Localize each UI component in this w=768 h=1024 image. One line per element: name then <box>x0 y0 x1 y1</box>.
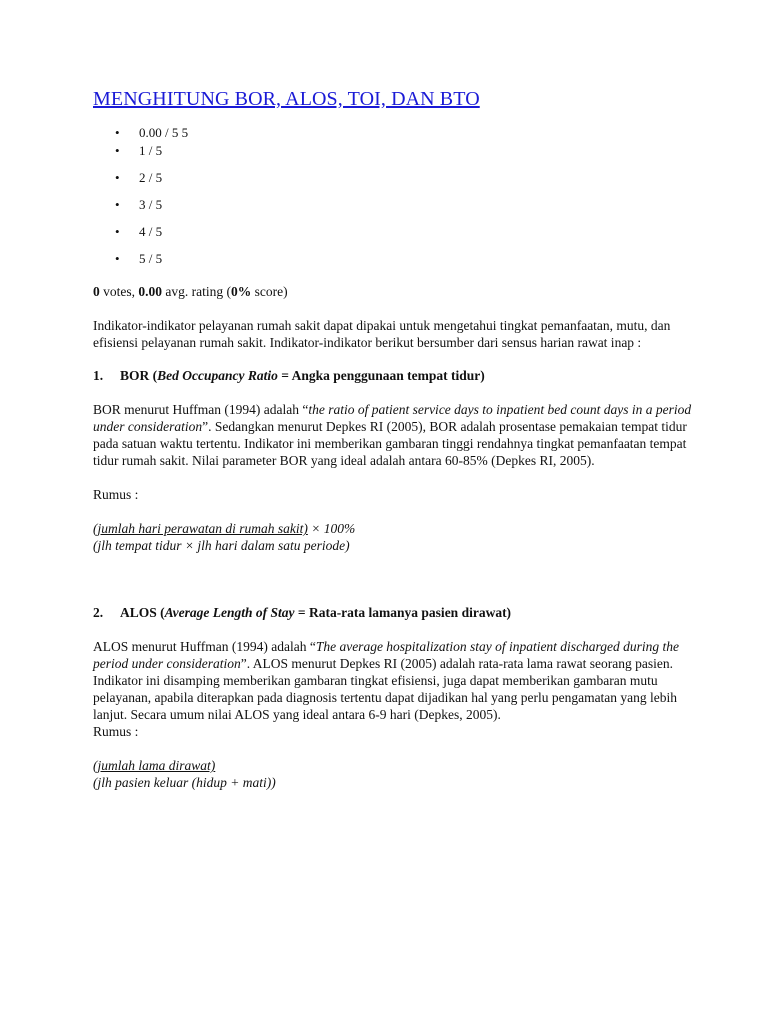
bor-definition-quote: the ratio of patient service days to inpatient bed count days in a period under consideration <box>93 402 692 434</box>
bor-definition-suffix: ”. Sedangkan menurut Depkes RI (2005), BOR adalah prosentase pemakaian tempat tidur pada satuan waktu tertentu. Indikator ini memberikan gambaran tinggi rendahnya tingkat pemanfaatan tempat tidur rumah sakit. Nilai parameter BOR yang ideal adalah antara 60-85% (Depkes RI, 2005). <box>93 419 687 468</box>
rating-option[interactable] <box>115 125 693 141</box>
page-title[interactable]: MENGHITUNG BOR, ALOS, TOI, DAN BTO <box>93 88 480 110</box>
bor-formula-numerator: (jumlah hari perawatan di rumah sakit) <box>93 521 308 536</box>
alos-heading-suffix: = Rata-rata lamanya pasien dirawat) <box>294 605 512 620</box>
votes-count: 0 <box>93 284 100 299</box>
rating-option-label: 3 / 5 <box>139 197 163 212</box>
alos-heading-term: Average Length of Stay <box>164 605 295 620</box>
bor-definition-prefix: BOR menurut Huffman (1994) adalah “ <box>93 402 309 417</box>
alos-rumus-label: Rumus : <box>93 724 139 739</box>
bor-heading-number: 1. <box>93 368 104 383</box>
bor-definition <box>93 401 693 469</box>
bor-formula <box>93 520 693 554</box>
votes-summary <box>93 284 693 300</box>
alos-definition-quote: The average hospitalization stay of inpatient discharged during the period under consideration <box>93 639 680 671</box>
alos-formula-denominator: (jlh pasien keluar (hidup + mati)) <box>93 775 276 790</box>
rating-option[interactable] <box>115 251 693 267</box>
alos-formula <box>93 757 693 791</box>
intro-paragraph: Indikator-indikator pelayanan rumah sakit dapat dipakai untuk mengetahui tingkat pemanfaatan, mutu, dan efisiensi pelayanan rumah sakit. Indikator-indikator berikut bersumber dari sensus harian rawat inap : <box>93 318 671 350</box>
bor-heading <box>93 368 693 384</box>
alos-formula-numerator: (jumlah lama dirawat) <box>93 758 216 773</box>
bor-formula-denominator: (jlh tempat tidur × jlh hari dalam satu periode) <box>93 538 350 553</box>
bor-heading-suffix: = Angka penggunaan tempat tidur) <box>277 368 485 383</box>
bullet-icon: • <box>115 125 120 140</box>
bullet-icon: • <box>115 170 120 185</box>
rating-option-label: 5 / 5 <box>139 251 163 266</box>
bor-heading-term: Bed Occupancy Ratio <box>157 368 278 383</box>
bullet-icon: • <box>115 224 120 239</box>
rating-option-label: 2 / 5 <box>139 170 163 185</box>
bor-rumus-label: Rumus : <box>93 487 139 502</box>
alos-heading-prefix: ALOS ( <box>120 605 165 620</box>
rating-option-label: 1 / 5 <box>139 143 163 158</box>
avg-rating-label: avg. rating ( <box>162 284 231 299</box>
bullet-icon: • <box>115 143 120 158</box>
rating-option-label: 4 / 5 <box>139 224 163 239</box>
alos-definition-suffix: ”. ALOS menurut Depkes RI (2005) adalah rata-rata lama rawat seorang pasien. Indikator ini disamping memberikan gambaran tingkat efisiensi, juga dapat memberikan gambaran mutu pelayanan, apabila diterapkan pada diagnosis tertentu dapat dijadikan hal yang perlu pengamatan yang lebih lanjut. Secara umum nilai ALOS yang ideal antara 6-9 hari (Depkes, 2005). <box>93 656 678 722</box>
bullet-icon: • <box>115 197 120 212</box>
rating-option[interactable] <box>115 224 693 240</box>
rating-option[interactable] <box>115 143 693 159</box>
bor-heading-prefix: BOR ( <box>120 368 158 383</box>
document-page <box>93 88 693 791</box>
alos-heading-number: 2. <box>93 605 104 620</box>
alos-definition <box>93 638 693 723</box>
alos-definition-prefix: ALOS menurut Huffman (1994) adalah “ <box>93 639 316 654</box>
bor-formula-multiplier: × 100% <box>307 521 356 536</box>
score-label: score) <box>251 284 288 299</box>
rating-option[interactable] <box>115 197 693 213</box>
rating-option-label: 0.00 / 5 5 <box>139 125 189 140</box>
avg-rating: 0.00 <box>138 284 162 299</box>
alos-heading <box>93 605 693 621</box>
score-value: 0% <box>230 284 252 299</box>
rating-option[interactable] <box>115 170 693 186</box>
votes-label: votes, <box>99 284 139 299</box>
rating-options-list <box>93 125 693 267</box>
bullet-icon: • <box>115 251 120 266</box>
